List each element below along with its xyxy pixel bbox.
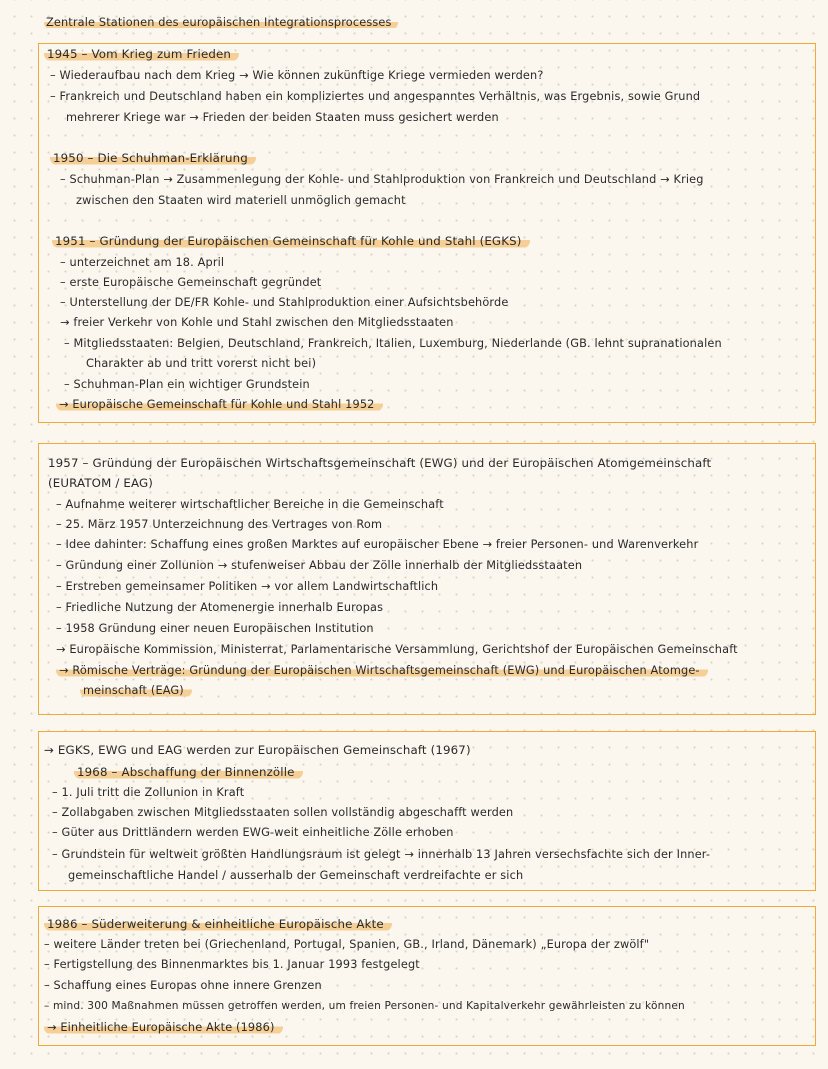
heading-1951: 1951 – Gründung der Europäischen Gemeinschaft für Kohle und Stahl (EGKS) (52, 234, 530, 248)
note-line: mehrerer Kriege war → Frieden der beiden Staaten muss gesichert werden (66, 111, 499, 124)
note-line: – Schuhman-Plan ein wichtiger Grundstein (64, 378, 310, 391)
note-line: – Schaffung eines Europas ohne innere Grenzen (44, 979, 322, 992)
heading-1957: 1957 – Gründung der Europäischen Wirtschaftsgemeinschaft (EWG) und der Europäischen Atomgemeinschaft (48, 456, 712, 470)
note-line: – Frankreich und Deutschland haben ein kompliziertes und angespanntes Verhältnis, was Ergebnis, sowie Grund (50, 90, 701, 103)
note-line: – Zollabgaben zwischen Mitgliedsstaaten sollen vollständig abgeschafft werden (52, 806, 514, 819)
heading-1986: 1986 – Süderweiterung & einheitliche Europäische Akte (44, 917, 392, 931)
note-line: zwischen den Staaten wird materiell unmöglich gemacht (76, 194, 406, 207)
note-line: – Fertigstellung des Binnenmarktes bis 1. Januar 1993 festgelegt (44, 958, 420, 971)
conclusion-eea: → Einheitliche Europäische Akte (1986) (44, 1021, 283, 1034)
note-line: → freier Verkehr von Kohle und Stahl zwischen den Mitgliedsstaaten (60, 316, 454, 329)
note-line: → Europäische Kommission, Ministerrat, Parlamentarische Versammlung, Gerichtshof der Europäischen Gemeinschaft (56, 643, 738, 656)
note-line: – erste Europäische Gemeinschaft gegründet (60, 276, 322, 289)
note-line: – Aufnahme weiterer wirtschaftlicher Bereiche in die Gemeinschaft (56, 498, 444, 511)
note-line: – unterzeichnet am 18. April (60, 256, 225, 269)
intro-eg-1967: → EGKS, EWG und EAG werden zur Europäischen Gemeinschaft (1967) (44, 743, 471, 757)
heading-1968: 1968 – Abschaffung der Binnenzölle (74, 765, 303, 779)
heading-1950: 1950 – Die Schuhman-Erklärung (50, 151, 256, 165)
note-line: Charakter ab und tritt vorerst nicht bei) (86, 357, 317, 370)
note-line: – 1958 Gründung einer neuen Europäischen Institution (56, 622, 374, 635)
note-line: – mind. 300 Maßnahmen müssen getroffen werden, um freien Personen- und Kapitalverkehr gewährleisten zu können (44, 1000, 685, 1012)
note-line: – Mitgliedsstaaten: Belgien, Deutschland, Frankreich, Italien, Luxemburg, Niederlande (GB. lehnt supranationalen (64, 337, 722, 350)
note-line: – Idee dahinter: Schaffung eines großen Marktes auf europäischer Ebene → freier Personen- und Warenverkehr (56, 538, 699, 551)
note-line: – Wiederaufbau nach dem Krieg → Wie können zukünftige Kriege vermieden werden? (50, 69, 544, 82)
note-line: – Gründung einer Zollunion → stufenweiser Abbau der Zölle innerhalb der Mitgliedsstaaten (56, 559, 583, 572)
conclusion-roemische-vertraege-cont: meinschaft (EAG) (80, 684, 192, 697)
note-line: – Erstreben gemeinsamer Politiken → vor allem Landwirtschaftlich (56, 580, 439, 593)
note-line: – Schuhman-Plan → Zusammenlegung der Kohle- und Stahlproduktion von Frankreich und Deutschland → Krieg (60, 173, 704, 186)
page-title: Zentrale Stationen des europäischen Integrationsprocesses (44, 16, 398, 29)
note-line: – Güter aus Drittländern werden EWG-weit einheitliche Zölle erhoben (52, 826, 454, 839)
heading-1957-cont: (EURATOM / EAG) (48, 476, 154, 490)
conclusion-1952: → Europäische Gemeinschaft für Kohle und Stahl 1952 (56, 398, 383, 411)
note-line: gemeinschaftliche Handel / ausserhalb der Gemeinschaft verdreifachte er sich (68, 869, 524, 882)
heading-1945: 1945 – Vom Krieg zum Frieden (44, 47, 239, 61)
note-line: – Unterstellung der DE/FR Kohle- und Stahlproduktion einer Aufsichtsbehörde (60, 296, 509, 309)
note-line: – 25. März 1957 Unterzeichnung des Vertrages von Rom (56, 518, 383, 531)
conclusion-roemische-vertraege: → Römische Verträge: Gründung der Europäischen Wirtschaftsgemeinschaft (EWG) und Europäischen Atomge- (56, 664, 708, 677)
note-line: – Friedliche Nutzung der Atomenergie innerhalb Europas (56, 601, 384, 614)
note-line: – 1. Juli tritt die Zollunion in Kraft (52, 786, 245, 799)
note-line: – weitere Länder treten bei (Griechenland, Portugal, Spanien, GB., Irland, Dänemark) „Europa der zwölf" (44, 938, 650, 951)
note-line: – Grundstein für weltweit größten Handlungsraum ist gelegt → innerhalb 13 Jahren versechsfachte sich der Inner- (52, 848, 711, 861)
